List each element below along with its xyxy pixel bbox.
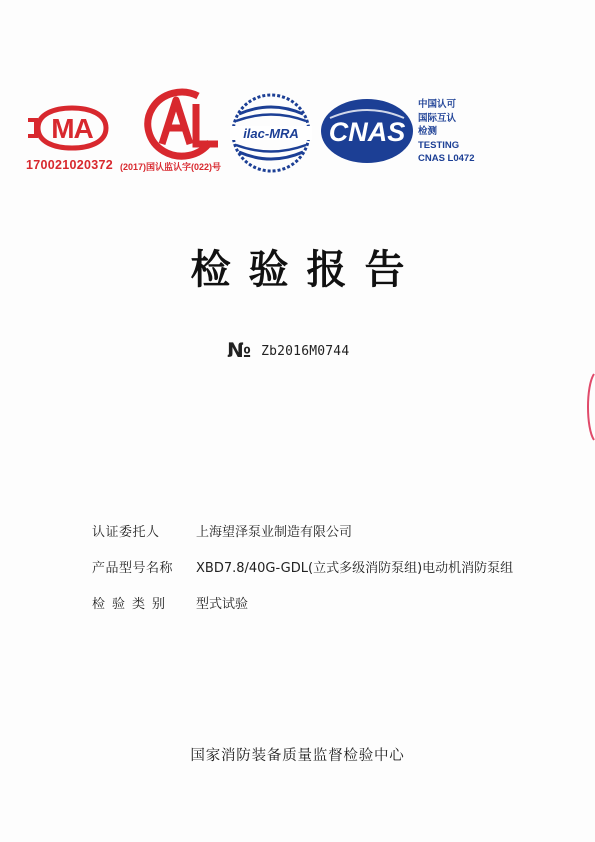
mutual-line: 中国认可 — [418, 99, 457, 110]
field-value: 型式试验 — [196, 596, 249, 612]
field-product-model — [92, 548, 513, 584]
field-client — [92, 512, 513, 548]
cal-logo — [128, 86, 228, 160]
cnas-logo — [318, 96, 416, 166]
field-label: 认证委托人 — [92, 524, 160, 540]
issuing-organization: 国家消防装备质量监督检验中心 — [190, 748, 405, 764]
mutual-line: TESTING — [418, 139, 460, 151]
registration-number: 170021020372 — [26, 158, 114, 172]
svg-text:MA: MA — [51, 113, 93, 144]
info-fields — [92, 512, 513, 620]
cma-logo — [24, 102, 120, 154]
report-number — [227, 338, 349, 362]
mutual-line: 国际互认 — [418, 112, 457, 124]
mutual-line: 检测 — [418, 126, 438, 137]
field-label: 产品型号名称 — [92, 560, 174, 576]
field-label: 检验类别 — [92, 596, 173, 612]
ilac-mra-logo — [226, 92, 316, 174]
field-test-type — [92, 584, 513, 620]
report-title: 检验报告 — [190, 246, 423, 293]
report-number-value: Zb2016M0744 — [261, 344, 350, 359]
approval-text: (2017)国认监认字(022)号 — [120, 162, 222, 172]
seal-edge-mark — [584, 372, 595, 446]
svg-text:CNAS: CNAS — [328, 117, 406, 147]
field-value: 上海望泽泵业制造有限公司 — [196, 524, 353, 540]
number-symbol: № — [227, 338, 252, 362]
mutual-line: CNAS L0472 — [418, 153, 475, 164]
field-value: XBD7.8/40G-GDL(立式多级消防泵组)电动机消防泵组 — [196, 560, 514, 576]
svg-text:ilac-MRA: ilac-MRA — [243, 126, 299, 141]
mutual-recognition-block — [418, 98, 475, 166]
